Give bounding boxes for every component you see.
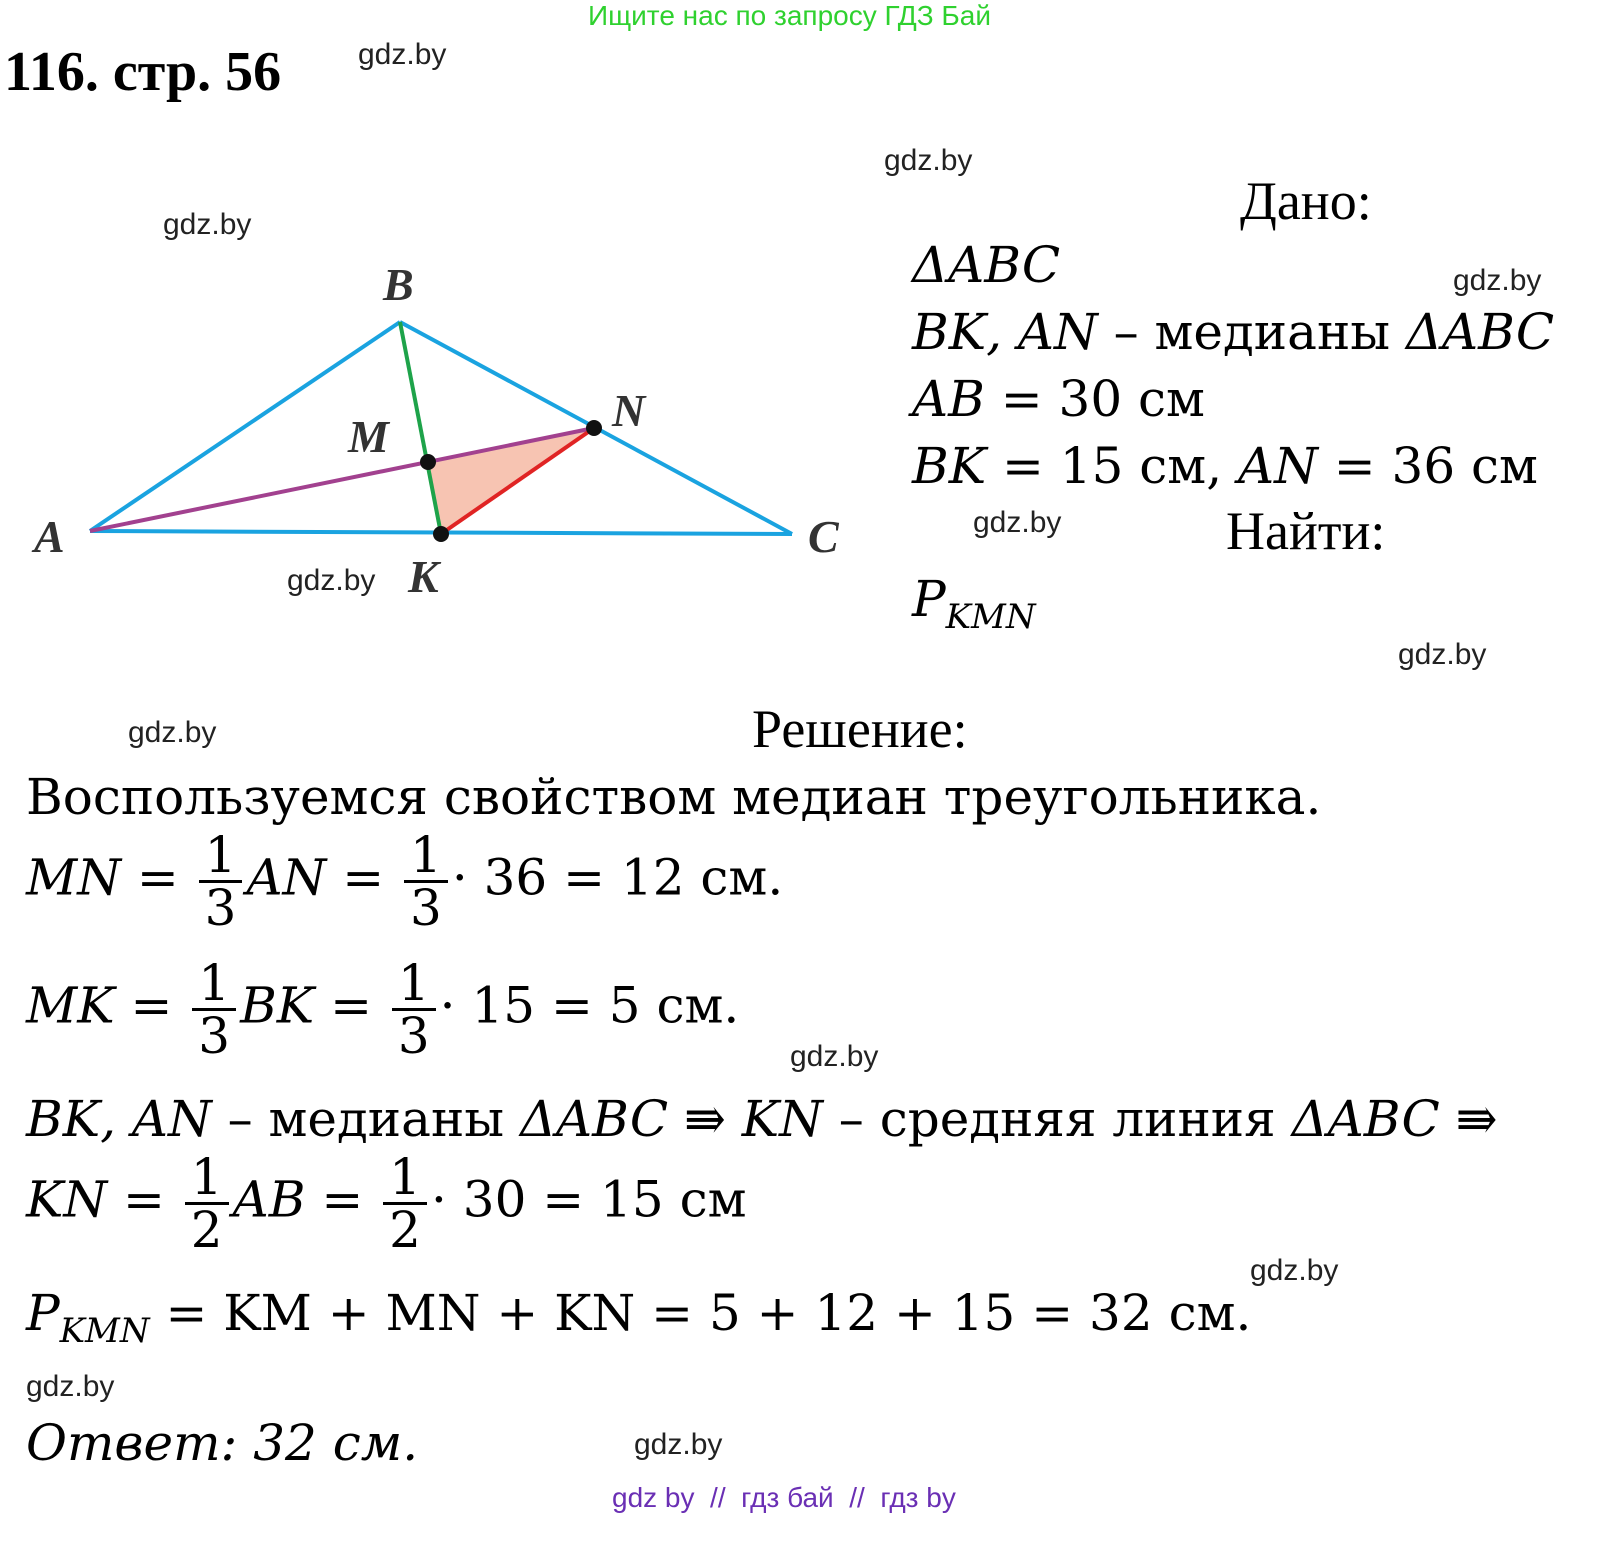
watermark: gdz.by: [287, 564, 376, 597]
given-medians: BK, AN – медианы ΔABC: [912, 303, 1555, 361]
point-n: [586, 420, 602, 436]
watermark: gdz.by: [128, 716, 217, 749]
watermark: gdz.by: [1398, 638, 1487, 671]
given-triangle: ΔABC: [912, 236, 1061, 294]
answer: Ответ: 32 см.: [26, 1414, 419, 1472]
watermark: gdz.by: [634, 1428, 723, 1461]
watermark: gdz.by: [790, 1040, 879, 1073]
label-k: K: [408, 551, 439, 602]
solution-title: Решение:: [752, 699, 968, 759]
find-perimeter: $P_{KMN}$: [912, 570, 1036, 637]
watermark: gdz.by: [163, 208, 252, 241]
watermark: gdz.by: [1250, 1254, 1339, 1287]
search-banner[interactable]: Ищите нас по запросу ГДЗ Бай: [588, 0, 992, 31]
solution-intro: Воспользуемся свойством медиан треугольника.: [26, 768, 1322, 826]
given-title: Дано:: [1240, 171, 1372, 231]
midline-statement: BK, AN – медианы ΔABC ⇛ KN – средняя линия ΔABC ⇛: [26, 1090, 1498, 1148]
label-n: N: [612, 385, 646, 436]
point-m: [420, 454, 436, 470]
watermark: gdz.by: [973, 506, 1062, 539]
watermark: gdz.by: [26, 1370, 115, 1403]
label-c: C: [808, 511, 839, 562]
point-k: [433, 526, 449, 542]
watermark: gdz.by: [884, 144, 973, 177]
bottom-links[interactable]: gdz by // гдз бай // гдз by: [612, 1482, 956, 1513]
median-bk: [400, 322, 441, 534]
given-bk-an: BK = 15 см, AN = 36 см: [912, 437, 1538, 495]
exercise-heading: 116. стр. 56: [4, 41, 282, 103]
given-ab: AB = 30 см: [912, 370, 1205, 428]
label-a: A: [34, 511, 65, 562]
label-m: M: [348, 411, 389, 462]
eq-mn: MN = $\frac{1}{3}$ AN = $\frac{1}{3}$ · 36 = 12 см.: [26, 826, 784, 937]
find-title: Найти:: [1226, 501, 1386, 561]
triangle-figure: [0, 240, 880, 620]
eq-mk: MK = $\frac{1}{3}$ BK = $\frac{1}{3}$ · 15 = 5 см.: [26, 954, 740, 1065]
watermark: gdz.by: [1453, 264, 1542, 297]
eq-perimeter: $P_{KMN}$ = KM + MN + KN = 5 + 12 + 15 = 32 см.: [26, 1284, 1252, 1351]
watermark: gdz.by: [358, 38, 447, 71]
label-b: B: [383, 259, 414, 310]
eq-kn: KN = $\frac{1}{2}$ AB = $\frac{1}{2}$ · 30 = 15 см: [26, 1148, 747, 1259]
